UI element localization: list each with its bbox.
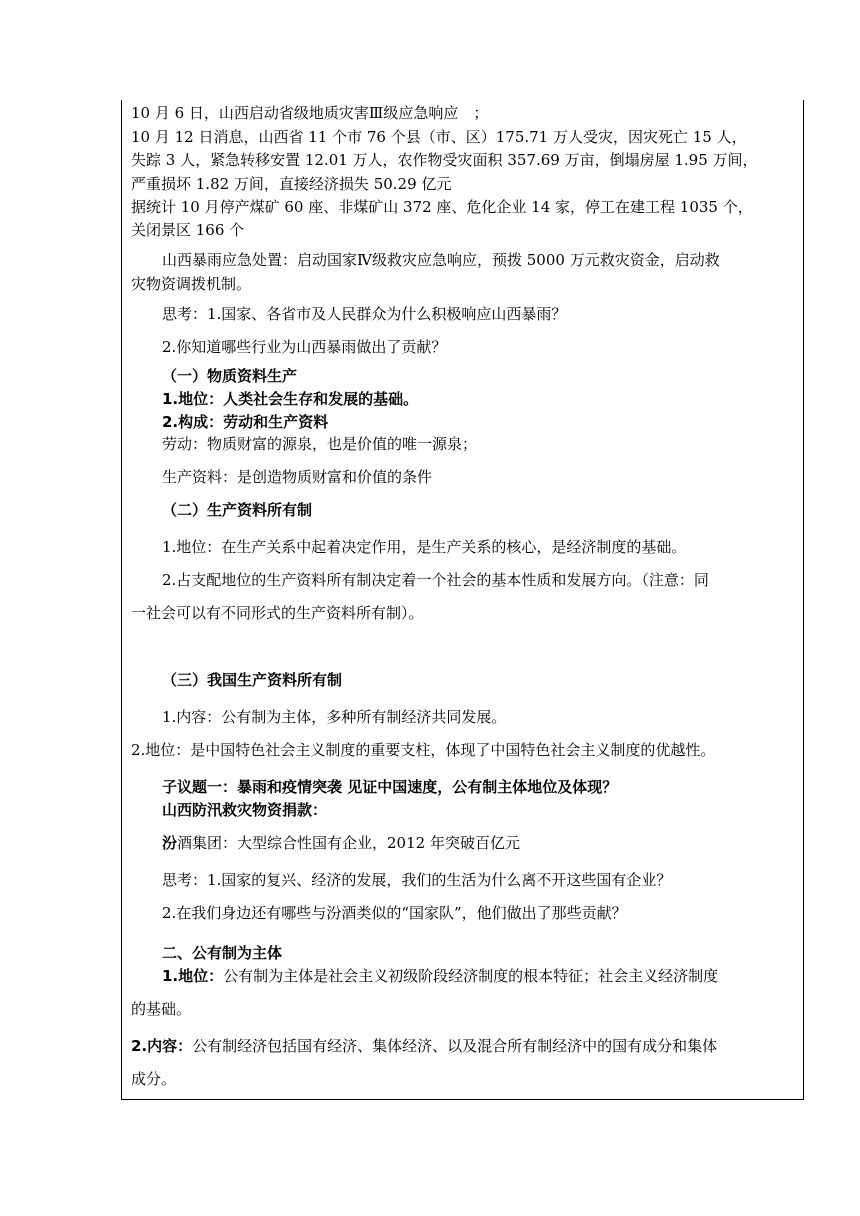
intro-line: 关闭景区 166 个 bbox=[131, 221, 245, 239]
point-label: 2.内容： bbox=[131, 1037, 193, 1055]
think-question: 2.你知道哪些行业为山西暴雨做出了贡献？ bbox=[162, 338, 447, 356]
think-question: 2.在我们身边还有哪些与汾酒类似的“国家队”，他们做出了那些贡献？ bbox=[162, 904, 627, 922]
bold-point: 2.构成：劳动和生产资料 bbox=[162, 413, 329, 431]
section-heading: （一）物质资料生产 bbox=[162, 367, 298, 385]
intro-line: 10 月 12 日消息，山西省 11 个市 76 个县（市、区）175.71 万人受灾，因灾死亡 15 人， bbox=[131, 128, 747, 146]
intro-line: 严重损坏 1.82 万间，直接经济损失 50.29 亿元 bbox=[131, 175, 452, 193]
text-line: 2.地位：是中国特色社会主义制度的重要支柱，体现了中国特色社会主义制度的优越性。 bbox=[131, 741, 716, 759]
text-line: 2.占支配地位的生产资料所有制决定着一个社会的基本性质和发展方向。（注意：同 bbox=[162, 571, 709, 589]
emergency-line: 灾物资调拨机制。 bbox=[131, 275, 252, 293]
text-line: 一社会可以有不同形式的生产资料所有制）。 bbox=[131, 604, 424, 622]
intro-line: 失踪 3 人，紧急转移安置 12.01 万人，农作物受灾面积 357.69 万亩，倒塌房屋 1.95 万间， bbox=[131, 151, 758, 169]
section-heading: （三）我国生产资料所有制 bbox=[162, 671, 343, 689]
think-question: 思考：1.国家的复兴、经济的发展，我们的生活为什么离不开这些国有企业？ bbox=[162, 871, 672, 889]
point-text: 公有制为主体是社会主义初级阶段经济制度的根本特征；社会主义经济制度 bbox=[223, 967, 719, 985]
text-line: 1.内容：公有制为主体，多种所有制经济共同发展。 bbox=[162, 708, 507, 726]
text-line: 劳动：物质财富的源泉，也是价值的唯一源泉； bbox=[162, 435, 478, 453]
bold-point: 山西防汛救灾物资捐款： bbox=[162, 801, 328, 819]
intro-line: 据统计 10 月停产煤矿 60 座、非煤矿山 372 座、危化企业 14 家，停工在建工程 1035 个， bbox=[131, 198, 753, 216]
point-text: 公有制经济包括国有经济、集体经济、以及混合所有制经济中的国有成分和集体 bbox=[192, 1037, 718, 1055]
section-heading: 二、公有制为主体 bbox=[162, 944, 283, 962]
think-question: 思考：1.国家、各省市及人民群众为什么积极响应山西暴雨？ bbox=[162, 305, 567, 323]
emergency-line: 山西暴雨应急处置：启动国家Ⅳ级救灾应急响应，预拨 5000 万元救灾资金，启动救 bbox=[162, 251, 720, 269]
section-heading: （二）生产资料所有制 bbox=[162, 501, 313, 519]
text-line bbox=[162, 966, 718, 986]
text-line: 1.地位：在生产关系中起着决定作用，是生产关系的核心，是经济制度的基础。 bbox=[162, 538, 687, 556]
subtopic-title: 子议题一：暴雨和疫情突袭 见证中国速度，公有制主体地位及体现？ bbox=[162, 778, 618, 796]
text-line bbox=[131, 1036, 717, 1056]
fenjiu-label: 汾 bbox=[162, 834, 178, 852]
bold-point: 1.地位：人类社会生存和发展的基础。 bbox=[162, 390, 419, 408]
fenjiu-text: 酒集团：大型综合性国有企业，2012 年突破百亿元 bbox=[177, 834, 520, 852]
point-label: 1.地位： bbox=[162, 967, 224, 985]
fenjiu-line bbox=[162, 833, 520, 853]
text-line: 成分。 bbox=[131, 1070, 177, 1088]
text-line: 的基础。 bbox=[131, 1000, 192, 1018]
intro-line: 10 月 6 日，山西启动省级地质灾害Ⅲ级应急响应 ； bbox=[131, 104, 489, 122]
text-line: 生产资料：是创造物质财富和价值的条件 bbox=[162, 468, 433, 486]
